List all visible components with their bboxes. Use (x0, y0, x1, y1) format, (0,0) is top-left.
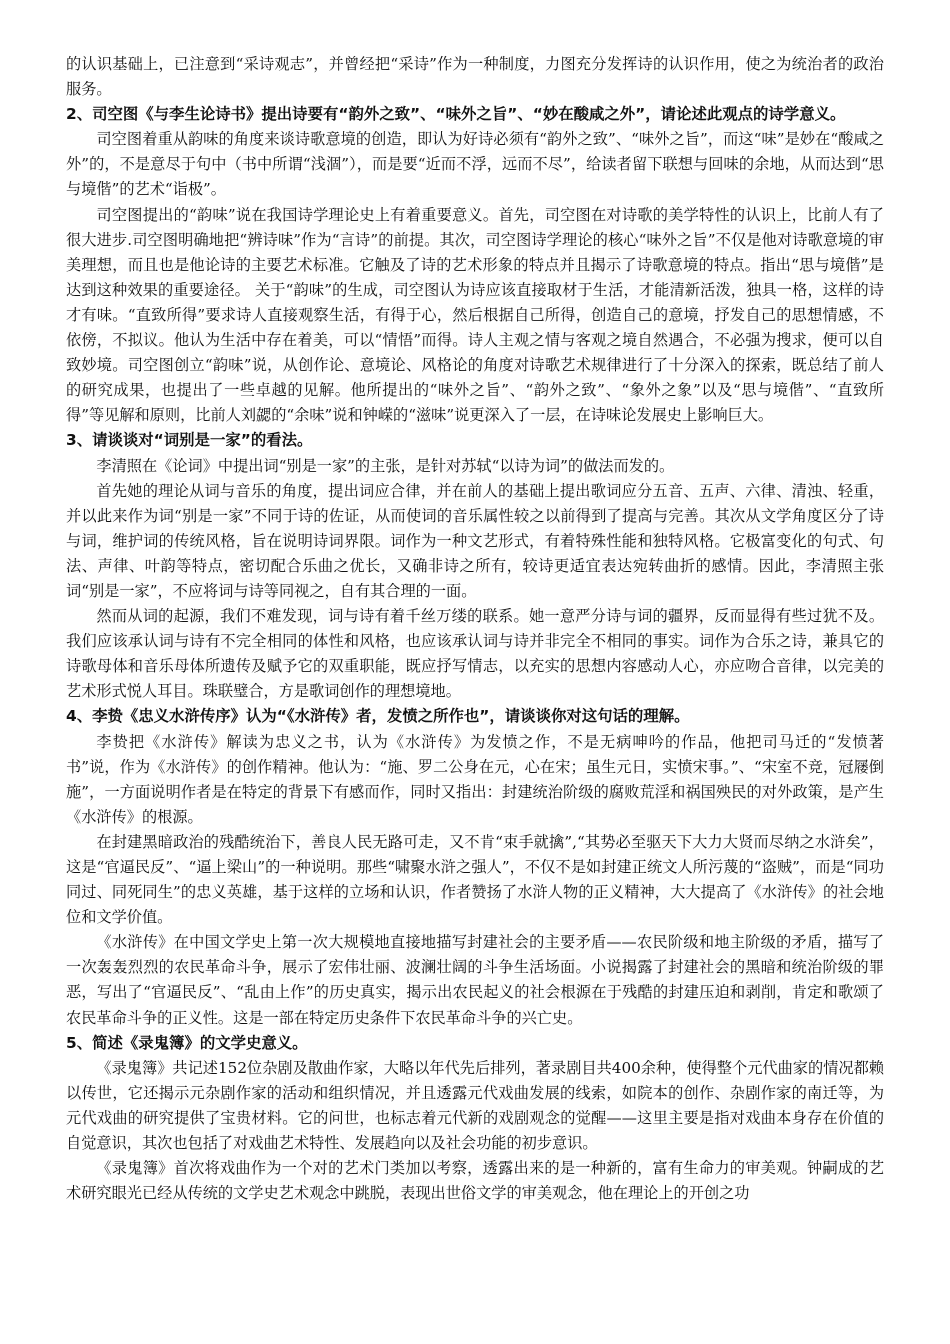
paragraph: 在封建黑暗政治的残酷统治下，善良人民无路可走，又不肯“束手就擒”,“其势必至驱天下大力大贤而尽纳之水浒矣”，这是“官逼民反”、“逼上梁山”的一种说明。那些“啸聚水浒之强人”，不仅不是如封建正统文人所污蔑的“盗贼”，而是“同功同过、同死同生”的忠义英雄，基于这样的立场和认识，作者赞扬了水浒人物的正义精神，大大提高了《水浒传》的社会地位和文学价值。 (66, 832, 884, 927)
question-heading-3: 3、请谈谈对“词别是一家”的看法。 (66, 431, 313, 450)
paragraph: 《录鬼簿》首次将戏曲作为一个对的艺术门类加以考察，透露出来的是一种新的，富有生命力的审美观。钟嗣成的艺术研究眼光已经从传统的文学史艺术观念中跳脱，表现出世俗文学的审美观念，他在理论上的开创之功 (66, 1159, 884, 1203)
paragraph: 李贽把《水浒传》解读为忠义之书，认为《水浒传》为发愤之作，不是无病呻吟的作品，他把司马迁的“发愤著书”说，作为《水浒传》的创作精神。他认为：“施、罗二公身在元，心在宋；虽生元日，实愤宋事。”、“宋室不竞，冠屦倒施”，一方面说明作者是在特定的背景下有感而作，同时又指出：封建统治阶级的腐败荒淫和祸国殃民的对外政策，是产生《水浒传》的根源。 (66, 732, 884, 826)
paragraph: 司空图着重从韵味的角度来谈诗歌意境的创造，即认为好诗必须有“韵外之致”、“味外之旨”，而这“味”是妙在“酸咸之外”的，不是意尽于句中（书中所谓“浅涸”），而是要“近而不浮，远而不尽”，给读者留下联想与回味的余地，从而达到“思与境偕”的艺术“诣极”。 (66, 130, 884, 199)
paragraph: 司空图提出的“韵味”说在我国诗学理论史上有着重要意义。首先，司空图在对诗歌的美学特性的认识上，比前人有了很大进步.司空图明确地把“辨诗味”作为“言诗”的前提。其次，司空图诗学理论的核心“味外之旨”不仅是他对诗歌意境的审美理想，而且也是他论诗的主要艺术标准。它触及了诗的艺术形象的特点并且揭示了诗歌意境的特点。指出“思与境偕”是达到这种效果的重要途径。 关于“韵味”的生成，司空图认为诗应该直接取材于生活，才能清新活泼，独具一格，这样的诗才有味。“直致所得”要求诗人直接观察生活，有得于心，然后根据自己所得，创造自己的意境，抒发自己的思想情感，不依傍，不拟议。他认为生活中存在着美，可以“情悟”而得。诗人主观之情与客观之境自然遇合，不必强为搜求，便可以自致妙境。司空图创立“韵味”说，从创作论、意境论、风格论的角度对诗歌艺术规律进行了十分深入的探索，既总结了前人的研究成果，也提出了一些卓越的见解。他所提出的“味外之旨”、“韵外之致”、“象外之象”以及“思与境偕”、“直致所得”等见解和原则，比前人刘勰的“余味”说和钟嵘的“滋味”说更深入了一层，在诗味论发展史上影响巨大。 (66, 205, 884, 425)
paragraph: 然而从词的起源，我们不难发现，词与诗有着千丝万缕的联系。她一意严分诗与词的疆界，反而显得有些过犹不及。我们应该承认词与诗有不完全相同的体性和风格，也应该承认词与诗并非完全不相同的事实。词作为合乐之诗，兼具它的诗歌母体和音乐母体所遗传及赋予它的双重职能，既应抒写情志，以充实的思想内容感动人心，亦应吻合音律，以完美的艺术形式悦人耳目。珠联璧合，方是歌词创作的理想境地。 (66, 607, 884, 701)
paragraph: 《水浒传》在中国文学史上第一次大规模地直接地描写封建社会的主要矛盾——农民阶级和地主阶级的矛盾，描写了一次轰轰烈烈的农民革命斗争，展示了宏伟壮丽、波澜壮阔的斗争生活场面。小说揭露了封建社会的黑暗和统治阶级的罪恶，写出了“官逼民反”、“乱由上作”的历史真实，揭示出农民起义的社会根源在于残酷的封建压迫和剥削，肯定和歌颂了农民革命斗争的正义性。这是一部在特定历史条件下农民革命斗争的兴亡史。 (66, 933, 884, 1027)
paragraph: 首先她的理论从词与音乐的角度，提出词应合律，并在前人的基础上提出歌词应分五音、五声、六律、清浊、轻重，并以此来作为词“别是一家”不同于诗的佐证，从而使词的音乐属性较之以前得到了提高与完善。其次从文学角度区分了诗与词，维护词的传统风格，旨在说明诗词界限。词作为一种文艺形式，有着特殊性能和独特风格。它极富变化的句式、句法、声律、叶韵等特点，密切配合乐曲之优长，又确非诗之所有，较诗更适宜表达宛转曲折的感情。因此，李清照主张词“别是一家”，不应将词与诗等同视之，自有其合理的一面。 (66, 481, 884, 600)
question-heading-4: 4、李贽《忠义水浒传序》认为“《水浒传》者，发愤之所作也”，请谈谈你对这句话的理解。 (66, 707, 690, 726)
question-heading-5: 5、简述《录鬼簿》的文学史意义。 (66, 1033, 308, 1052)
paragraph: 《录鬼簿》共记述152位杂剧及散曲作家，大略以年代先后排列，著录剧目共400余种，使得整个元代曲家的情况都赖以传世，它还揭示元杂剧作家的活动和组织情况，并且透露元代戏曲发展的线索，如院本的创作、杂剧作家的南迁等，为元代戏曲的研究提供了宝贵材料。它的问世，也标志着元代新的戏剧观念的觉醒——这里主要是指对戏曲本身存在价值的自觉意识，其次也包括了对戏曲艺术特性、发展趋向以及社会功能的初步意识。 (66, 1058, 884, 1153)
paragraph: 李清照在《论词》中提出词“别是一家”的主张，是针对苏轼“以诗为词”的做法而发的。 (96, 456, 675, 475)
question-heading-2: 2、司空图《与李生论诗书》提出诗要有“韵外之致”、“味外之旨”、“妙在酸咸之外”，请论述此观点的诗学意义。 (66, 105, 846, 124)
paragraph: 的认识基础上，已注意到“采诗观志”，并曾经把“采诗”作为一种制度，力图充分发挥诗的认识作用，使之为统治者的政治服务。 (66, 55, 884, 99)
